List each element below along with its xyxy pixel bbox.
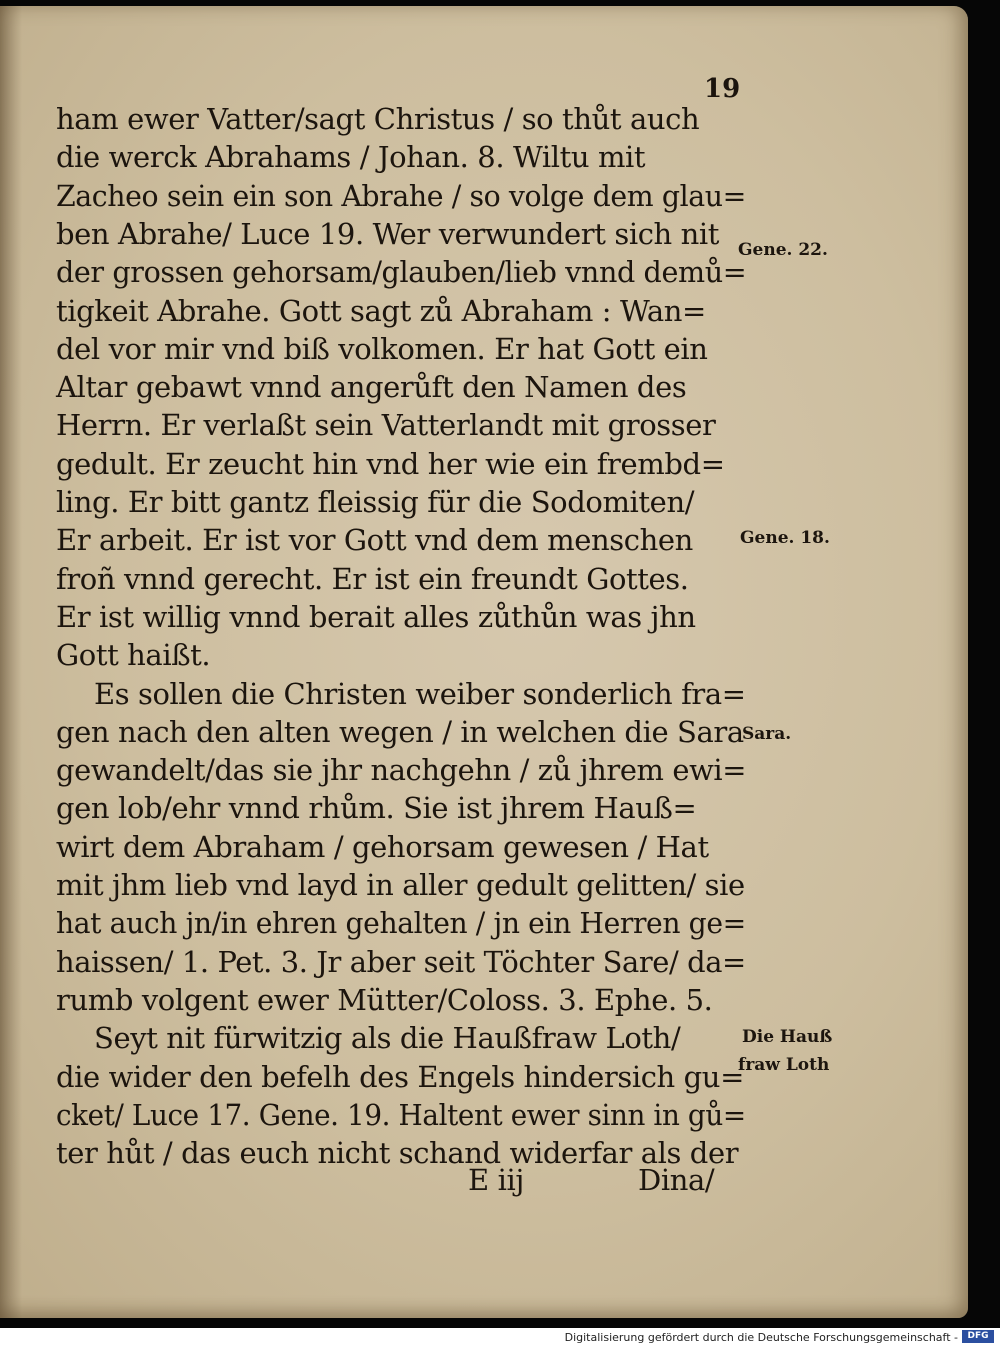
margin-note-gene-18: Gene. 18. [740,528,830,548]
text-line: Seyt nit fürwitzig als die Haußfraw Loth/ [94,1021,681,1056]
text-line: gen lob/ehr vnnd rhům. Sie ist jhrem Hauß= [56,791,697,826]
text-line: der grossen gehorsam/glauben/lieb vnnd demů= [56,255,747,290]
text-line: del vor mir vnd biß volkomen. Er hat Gott ein [56,331,708,366]
text-line: rumb volgent ewer Mütter/Coloss. 3. Ephe. 5. [56,982,713,1017]
text-line: wirt dem Abraham / gehorsam gewesen / Hat [56,829,709,864]
text-line: die wider den befelh des Engels hindersich gu= [56,1059,744,1094]
text-line: hat auch jn/in ehren gehalten / jn ein Herren ge= [56,906,746,941]
text-line: froñ vnnd gerecht. Er ist ein freundt Gottes. [56,561,689,596]
text-line: cket/ Luce 17. Gene. 19. Haltent ewer sinn in gů= [56,1097,746,1132]
text-line: gen nach den alten wegen / in welchen die Sara [56,714,744,749]
dfg-logo: DFG [962,1330,994,1343]
text-line: die werck Abrahams / Johan. 8. Wiltu mit [56,140,646,175]
catchword: Dina/ [638,1163,715,1197]
margin-note-gene-22: Gene. 22. [738,240,828,260]
text-line: gewandelt/das sie jhr nachgehn / zů jhrem ewi= [56,753,747,788]
text-line: ling. Er bitt gantz fleissig für die Sodomiten/ [56,485,695,519]
page-gutter-shadow [0,6,22,1318]
page-number: 19 [704,74,741,104]
text-line: Altar gebawt vnnd angerůft den Namen des [56,370,687,405]
footer-credit: Digitalisierung gefördert durch die Deutsche Forschungsgemeinschaft - [564,1331,958,1344]
signature-mark: E iij [468,1163,524,1197]
text-line: ter hůt / das euch nicht schand widerfar als der [56,1136,739,1171]
margin-note-haussfraw: Die Hauß [742,1027,833,1047]
text-line: haissen/ 1. Pet. 3. Jr aber seit Töchter Sare/ da= [56,944,746,979]
text-line: ben Abrahe/ Luce 19. Wer verwundert sich nit [56,216,720,251]
text-line: mit jhm lieb vnd layd in aller gedult gelitten/ sie [56,868,745,902]
text-line: Gott haißt. [56,638,211,673]
text-line: ham ewer Vatter/sagt Christus / so thůt auch [56,102,700,136]
text-line: Es sollen die Christen weiber sonderlich fra= [94,676,746,711]
text-line: Er ist willig vnnd berait alles zůthůn was jhn [56,599,696,634]
margin-note-loth: fraw Loth [738,1055,830,1075]
text-line: Zacheo sein ein son Abrahe / so volge dem glau= [56,178,747,213]
text-line: gedult. Er zeucht hin vnd her wie ein frembd= [56,446,725,481]
text-line: Herrn. Er verlaßt sein Vatterlandt mit grosser [56,408,716,443]
text-line: tigkeit Abrahe. Gott sagt zů Abraham : Wan= [56,293,706,328]
text-line: Er arbeit. Er ist vor Gott vnd dem menschen [56,523,693,558]
margin-note-sara: Sara. [742,724,792,744]
